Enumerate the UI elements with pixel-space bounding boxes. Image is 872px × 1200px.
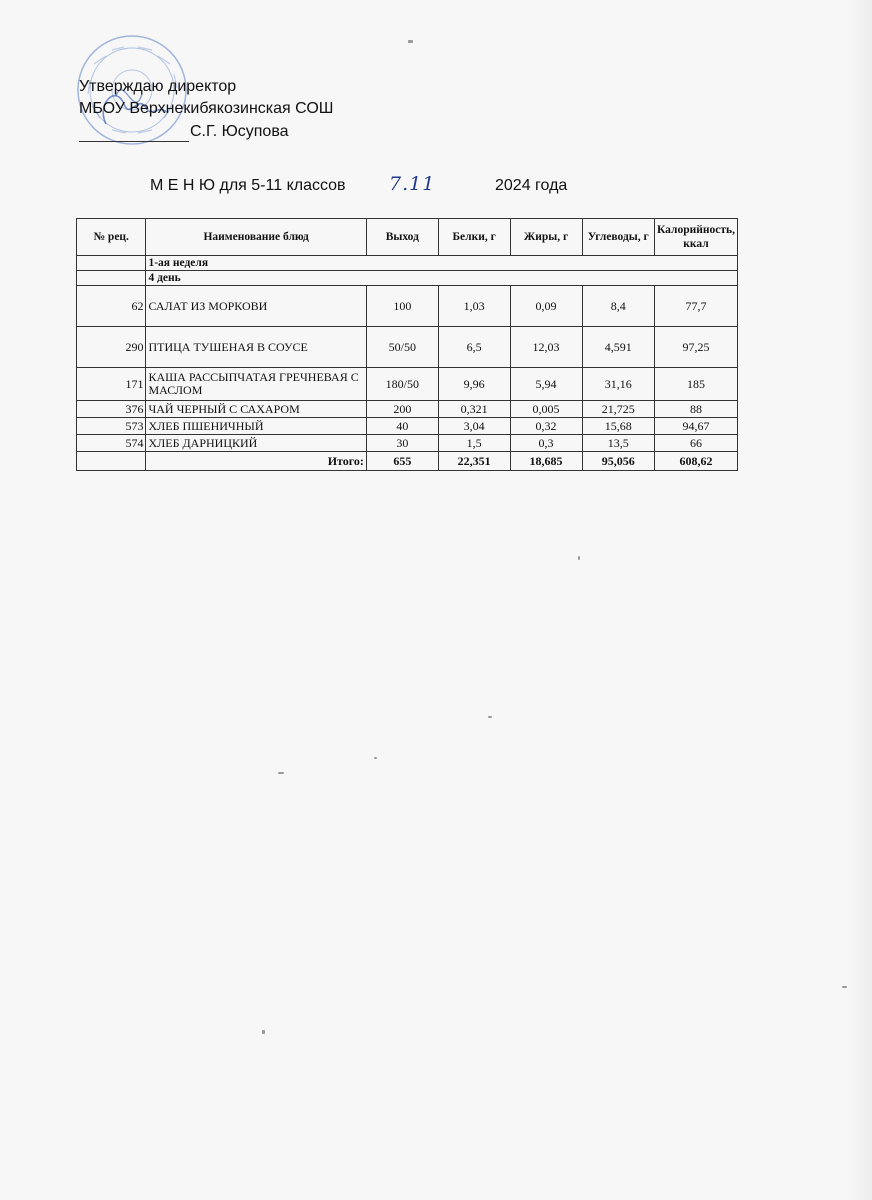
portion-output: 100 bbox=[366, 286, 438, 327]
dish-name: ХЛЕБ ПШЕНИЧНЫЙ bbox=[146, 418, 366, 435]
menu-title: М Е Н Ю для 5-11 классов bbox=[150, 177, 346, 194]
recipe-number: 574 bbox=[77, 435, 146, 452]
proteins: 1,5 bbox=[438, 435, 510, 452]
day-label: 4 день bbox=[146, 271, 738, 286]
column-header: Выход bbox=[366, 219, 438, 256]
dish-name: САЛАТ ИЗ МОРКОВИ bbox=[146, 286, 366, 327]
portion-output: 180/50 bbox=[366, 368, 438, 401]
portion-output: 200 bbox=[366, 401, 438, 418]
dish-name: ПТИЦА ТУШЕНАЯ В СОУСЕ bbox=[146, 327, 366, 368]
scan-speck bbox=[374, 757, 377, 759]
column-header: Белки, г bbox=[438, 219, 510, 256]
scan-speck bbox=[488, 716, 492, 718]
proteins: 0,321 bbox=[438, 401, 510, 418]
column-header: № рец. bbox=[77, 219, 146, 256]
scan-edge bbox=[846, 0, 872, 1200]
carbohydrates: 15,68 bbox=[582, 418, 654, 435]
recipe-number: 376 bbox=[77, 401, 146, 418]
carbohydrates: 4,591 bbox=[582, 327, 654, 368]
portion-output: 40 bbox=[366, 418, 438, 435]
carbohydrates: 13,5 bbox=[582, 435, 654, 452]
carbohydrates: 21,725 bbox=[582, 401, 654, 418]
portion-output: 30 bbox=[366, 435, 438, 452]
scan-speck bbox=[278, 772, 284, 774]
menu-year: 2024 года bbox=[495, 177, 568, 194]
scan-speck bbox=[842, 986, 847, 988]
proteins: 9,96 bbox=[438, 368, 510, 401]
calories: 185 bbox=[654, 368, 737, 401]
proteins: 3,04 bbox=[438, 418, 510, 435]
table-row bbox=[77, 418, 738, 435]
table-row bbox=[77, 327, 738, 368]
week-row bbox=[77, 256, 738, 271]
scan-speck bbox=[578, 556, 580, 560]
scan-speck bbox=[408, 40, 413, 43]
school-name: МБОУ Верхнекибякозинская СОШ bbox=[79, 100, 334, 117]
column-header: Углеводы, г bbox=[582, 219, 654, 256]
table-row bbox=[77, 286, 738, 327]
total-output: 655 bbox=[366, 452, 438, 471]
table-row bbox=[77, 368, 738, 401]
table-row bbox=[77, 435, 738, 452]
total-calories: 608,62 bbox=[654, 452, 737, 471]
calories: 97,25 bbox=[654, 327, 737, 368]
total-row bbox=[77, 452, 738, 471]
proteins: 1,03 bbox=[438, 286, 510, 327]
fats: 0,32 bbox=[510, 418, 582, 435]
day-row bbox=[77, 271, 738, 286]
calories: 88 bbox=[654, 401, 737, 418]
column-header: Жиры, г bbox=[510, 219, 582, 256]
fats: 0,3 bbox=[510, 435, 582, 452]
dish-name: КАША РАССЫПЧАТАЯ ГРЕЧНЕВАЯ С МАСЛОМ bbox=[146, 368, 366, 401]
signature-line bbox=[79, 141, 189, 142]
fats: 0,005 bbox=[510, 401, 582, 418]
total-carbohydrates: 95,056 bbox=[582, 452, 654, 471]
table-header-row bbox=[77, 219, 738, 256]
recipe-number: 573 bbox=[77, 418, 146, 435]
dish-name: ЧАЙ ЧЕРНЫЙ С САХАРОМ bbox=[146, 401, 366, 418]
week-label: 1-ая неделя bbox=[146, 256, 738, 271]
dish-name: ХЛЕБ ДАРНИЦКИЙ bbox=[146, 435, 366, 452]
total-proteins: 22,351 bbox=[438, 452, 510, 471]
recipe-number: 171 bbox=[77, 368, 146, 401]
scan-speck bbox=[262, 1030, 265, 1034]
approval-line: Утверждаю директор bbox=[79, 78, 237, 95]
total-label: Итого: bbox=[146, 452, 366, 471]
column-header: Калорийность, ккал bbox=[654, 219, 737, 256]
handwritten-date: 7.11 bbox=[389, 173, 436, 195]
table-row bbox=[77, 401, 738, 418]
calories: 66 bbox=[654, 435, 737, 452]
recipe-number: 290 bbox=[77, 327, 146, 368]
portion-output: 50/50 bbox=[366, 327, 438, 368]
fats: 5,94 bbox=[510, 368, 582, 401]
recipe-number: 62 bbox=[77, 286, 146, 327]
carbohydrates: 8,4 bbox=[582, 286, 654, 327]
calories: 77,7 bbox=[654, 286, 737, 327]
calories: 94,67 bbox=[654, 418, 737, 435]
fats: 12,03 bbox=[510, 327, 582, 368]
menu-table bbox=[76, 218, 738, 471]
total-fats: 18,685 bbox=[510, 452, 582, 471]
director-name: С.Г. Юсупова bbox=[190, 123, 289, 140]
column-header: Наименование блюд bbox=[146, 219, 366, 256]
carbohydrates: 31,16 bbox=[582, 368, 654, 401]
proteins: 6,5 bbox=[438, 327, 510, 368]
fats: 0,09 bbox=[510, 286, 582, 327]
